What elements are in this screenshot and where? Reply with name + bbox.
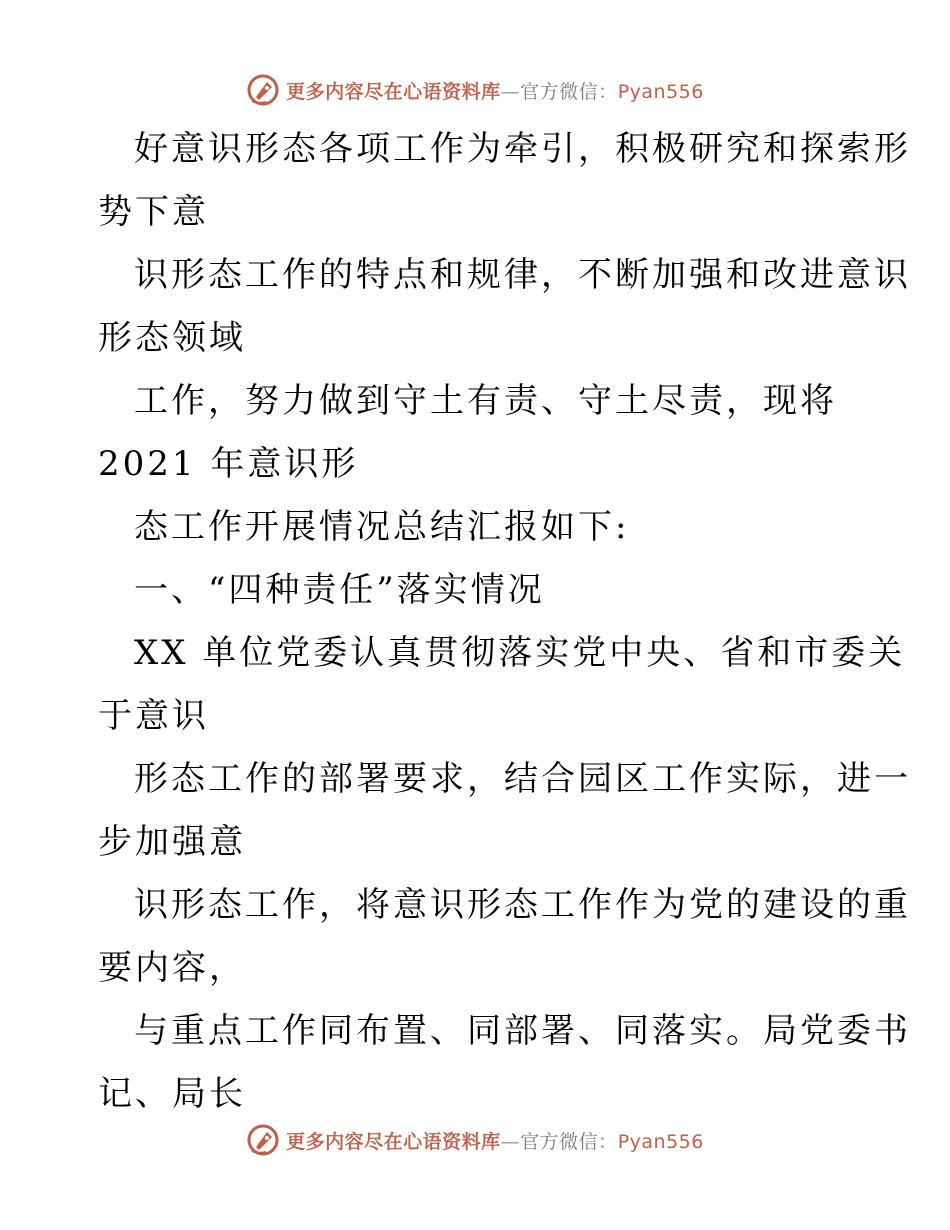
document-body (98, 118, 911, 1126)
watermark-wechat-id: Pyan556 (617, 80, 704, 103)
watermark-wechat-id: Pyan556 (617, 1130, 704, 1153)
document-line: 工作，努力做到守土有责、守土尽责，现将 (134, 381, 837, 421)
document-line: 形态领域 (98, 318, 246, 358)
document-line: 识形态工作，将意识形态工作作为党的建设的重 (134, 885, 911, 925)
document-line: 记、局长 (98, 1074, 246, 1114)
watermark-text (286, 77, 704, 104)
pen-nib-logo-icon (246, 73, 280, 107)
watermark-brand: 更多内容尽在心语资料库 (286, 80, 501, 103)
watermark-official-label: 官方微信： (520, 1130, 618, 1153)
watermark-separator: — (500, 1130, 521, 1153)
document-line: 要内容， (98, 948, 246, 988)
document-line: 态工作开展情况总结汇报如下: (134, 507, 630, 547)
document-line: 形态工作的部署要求，结合园区工作实际，进一 (134, 759, 911, 799)
document-line: 一、“四种责任”落实情况 (134, 570, 545, 610)
watermark-official-label: 官方微信： (520, 80, 618, 103)
footer-watermark (0, 1120, 950, 1160)
watermark-brand: 更多内容尽在心语资料库 (286, 1130, 501, 1153)
document-line: 步加强意 (98, 822, 246, 862)
watermark-separator: — (500, 80, 521, 103)
document-line: XX 单位党委认真贯彻落实党中央、省和市委关 (134, 633, 906, 673)
document-line: 于意识 (98, 696, 209, 736)
document-line: 2021 年意识形 (98, 444, 359, 484)
pen-nib-logo-icon (246, 1123, 280, 1157)
watermark-text (286, 1127, 704, 1154)
document-line: 势下意 (98, 192, 209, 232)
header-watermark (0, 70, 950, 110)
document-line: 识形态工作的特点和规律，不断加强和改进意识 (134, 255, 911, 295)
document-line: 好意识形态各项工作为牵引，积极研究和探索形 (134, 129, 911, 169)
document-line: 与重点工作同布置、同部署、同落实。局党委书 (134, 1011, 911, 1051)
